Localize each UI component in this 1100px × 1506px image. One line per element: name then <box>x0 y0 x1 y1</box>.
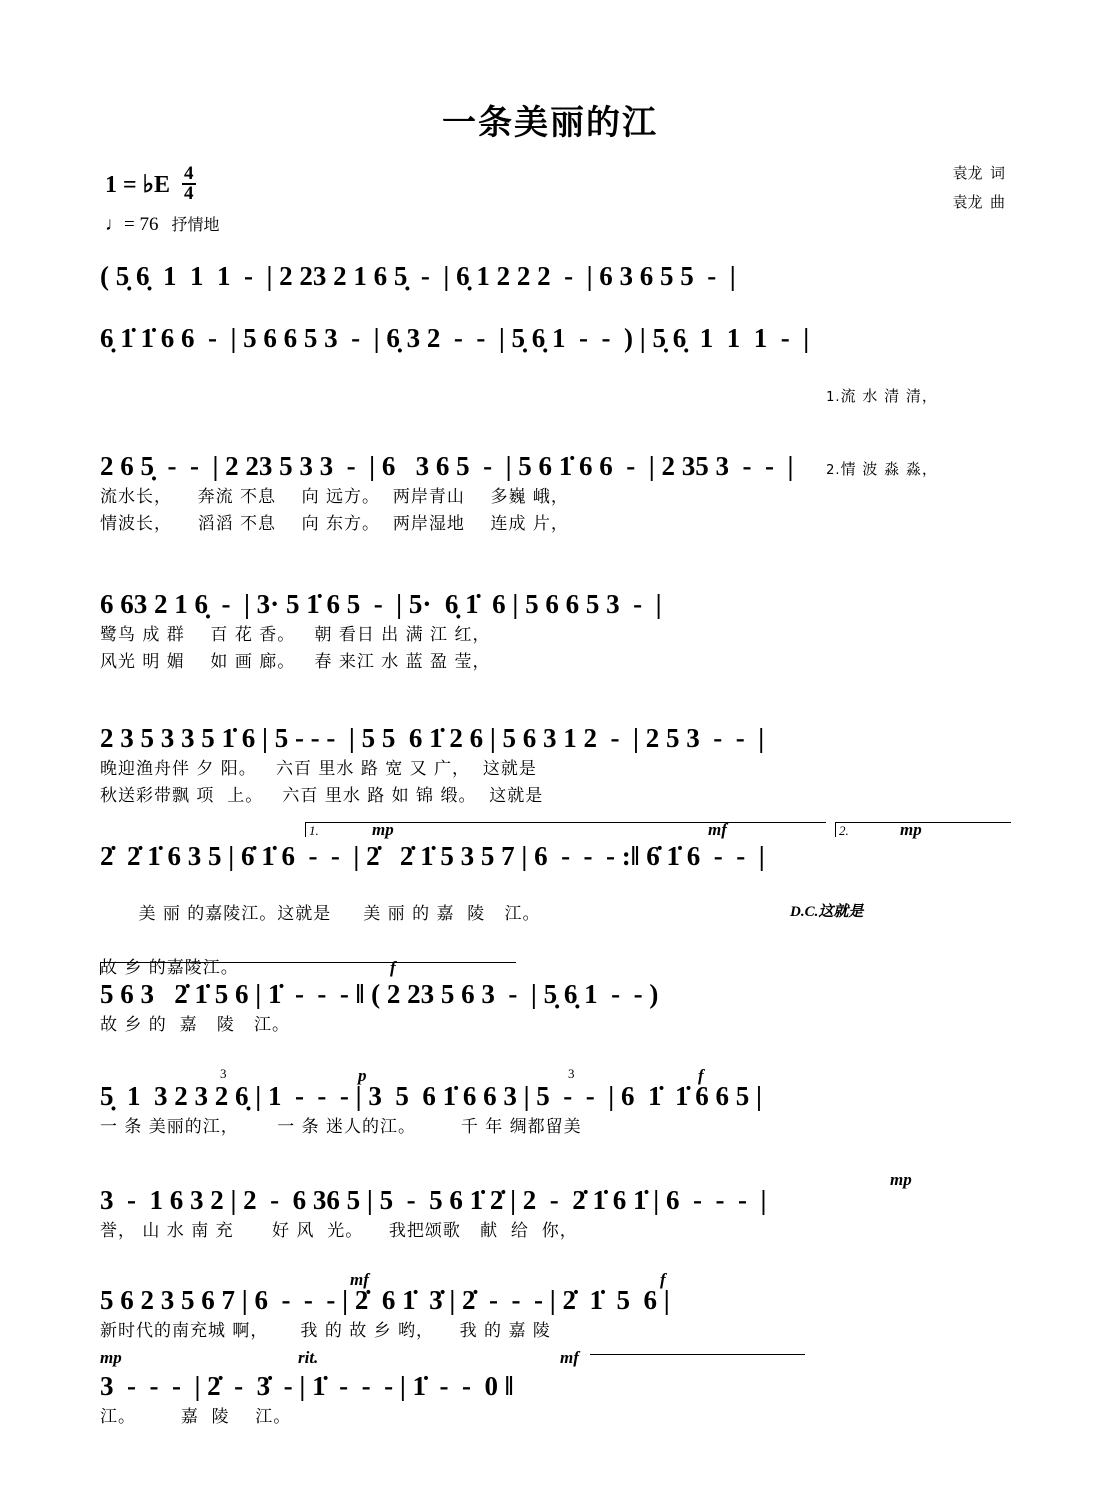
verse-number: 1. <box>826 389 841 405</box>
notation-line: 2 6 5̣ - - | 2 23 5 3 3 - | 6 3 6 5 - | 5 6 1̇ 6 6 - | 2 35 3 - - | <box>100 451 794 481</box>
dynamic-mark: f <box>698 1066 704 1085</box>
dynamic-mark: mp <box>890 1170 912 1189</box>
music-system-8 <box>100 1068 1010 1141</box>
tempo-change-mark: rit. <box>298 1348 319 1367</box>
volta-1-label: 1. <box>309 823 319 838</box>
lyric-line <box>780 360 1100 433</box>
lyric-line: 秋送彩带飘 项 上。 六百 里水 路 如 锦 缎。 这就是 <box>100 785 544 806</box>
music-system-3 <box>100 450 1010 538</box>
music-system-10 <box>100 1272 1010 1345</box>
lyric-line: 晚迎渔舟伴 夕 阳。 六百 里水 路 宽 又 广， 这就是 <box>100 758 537 779</box>
notation-line: 5̣ 1 3 2 3 2 6̣ | 1 - - - | 3 5 6 1̇ 6 6 3 | 5 - - | 6 1̇ 1̇ 6 6 5 | <box>100 1081 762 1111</box>
notation-line: 5 6 3 2̇ 1̇ 5 6 | 1̇ - - - ‖ ( 2 23 5 6 3 - | 5̣ 6̣ 1 - - ) <box>100 979 659 1009</box>
notation-line: 3 - 1 6 3 2 | 2 - 6 36 5 | 5 - 5 6 1̇ 2̇ | 2 - 2̇ 1̇ 6 1̇ | 6 - - - | <box>100 1185 767 1215</box>
verse-text: 情 波 淼 淼， <box>840 459 938 478</box>
tempo-expression: 抒情地 <box>171 215 220 234</box>
lyric-line: 故 乡 的 嘉 陵 江。 <box>100 1014 291 1035</box>
key-signature <box>105 165 196 203</box>
verse-text: 美 丽 的嘉陵江。这就是 美 丽 的 嘉 陵 江。 <box>138 903 541 924</box>
triplet-number: 3 <box>568 1066 575 1081</box>
lyric-line: 江。 嘉 陵 江。 <box>100 1406 292 1427</box>
music-system-7 <box>100 958 1010 1039</box>
time-signature-denominator: 4 <box>184 183 194 205</box>
dynamic-mark: mf <box>560 1348 579 1367</box>
dynamic-mark: mp <box>100 1348 122 1367</box>
credits <box>855 160 1005 217</box>
music-system-9 <box>100 1172 1010 1245</box>
notation-line: 3 - - - | 2̇ - 3̇ - | 1̇ - - - | 1̇ - - 0 ‖ <box>100 1371 514 1401</box>
slur-line <box>590 1354 805 1355</box>
dynamic-mark: mf <box>350 1270 369 1289</box>
page-title: 一条美丽的江 <box>442 103 658 143</box>
dynamic-mark: f <box>660 1270 666 1289</box>
lyric-line: 鹭鸟 成 群 百 花 香。 朝 看日 出 满 江 红， <box>100 624 491 645</box>
verse-text: 流 水 清 清， <box>840 386 938 405</box>
notation-line: 2 3 5 3 3 5 1̇ 6 | 5 - - - | 5 5 6 1̇ 2 6 | 5 6 3 1 2 - | 2 5 3 - - | <box>100 723 765 753</box>
verse-number: 2. <box>826 462 841 478</box>
dynamic-mark: p <box>358 1066 367 1085</box>
lyric-line: 风光 明 媚 如 画 廊。 春 来江 水 蓝 盈 莹， <box>100 651 491 672</box>
music-system-5 <box>100 722 1010 810</box>
dynamic-mark: mp <box>372 820 394 839</box>
time-signature <box>182 165 196 203</box>
notation-line: 2̇ 2̇ 1̇ 6 3 5 | 6̇ 1̇ 6 - - | 2̇ 2̇ 1̇ 5 3 5 7 | 6 - - - :‖ 6̇ 1̇ 6 - - | <box>100 841 765 871</box>
music-system-11 <box>100 1348 1010 1431</box>
tempo-value: ♩= 76 <box>105 214 159 235</box>
key-signature-label: 1 = ♭E <box>105 171 171 198</box>
credit-composer: 袁龙 曲 <box>952 194 1005 211</box>
lyric-line: 流水长， 奔流 不息 向 远方。 两岸青山 多巍 峨， <box>100 486 569 507</box>
lyric-line: 新时代的南充城 啊， 我 的 故 乡 哟， 我 的 嘉 陵 <box>100 1320 551 1341</box>
triplet-number: 3 <box>220 1066 227 1081</box>
tempo-marking <box>105 212 219 236</box>
notation-line: 5 6 2 3 5 6 7 | 6 - - - | 2̇ 6 1̇ 3̇ | 2̇ - - - | 2̇ 1̇ 5 6 | <box>100 1285 670 1315</box>
music-system-6 <box>100 822 1010 983</box>
dynamic-mark: mf <box>708 820 727 839</box>
lyric-line: 故 乡 的嘉陵江。 <box>100 958 239 979</box>
notation-line: 6̣ 1̇ 1̇ 6 6 - | 5 6 6 5 3 - | 6̣ 3 2 - - | 5̣ 6̣ 1 - - ) | 5̣ 6̣ 1 1 1 - | <box>100 323 810 353</box>
notation-line: ( 5̣ 6̣ 1 1 1 - | 2 23 2 1 6 5̣ - | 6̣ 1 2 2 2 - | 6 3 6 5 5 - | <box>100 261 736 291</box>
lyric-line: 情波长， 滔滔 不息 向 东方。 两岸湿地 连成 片， <box>100 513 569 534</box>
dynamic-mark: mp <box>900 820 922 839</box>
lyric-line: 誉， 山 水 南 充 好 风 光。 我把颂歌 献 给 你， <box>100 1220 578 1241</box>
volta-bracket-continuation <box>100 962 516 975</box>
music-system-1 <box>100 260 1010 294</box>
lyric-line: 一 条 美丽的江， 一 条 迷人的江。 千 年 绸都留美 <box>100 1116 582 1137</box>
notation-line: 6 63 2 1 6̣ - | 3· 5 1̇ 6 5 - | 5· 6̣ 1̇ 6 | 5 6 6 5 3 - | <box>100 589 662 619</box>
music-system-4 <box>100 588 1010 676</box>
volta-bracket-2 <box>835 822 1011 837</box>
dynamic-mark: f <box>390 958 396 977</box>
dc-marking: D.C.这就是 <box>790 904 864 920</box>
time-signature-numerator: 4 <box>184 163 194 184</box>
volta-2-label: 2. <box>839 823 849 838</box>
credit-lyricist: 袁龙 词 <box>952 166 1005 182</box>
lyric-line <box>100 874 1010 956</box>
